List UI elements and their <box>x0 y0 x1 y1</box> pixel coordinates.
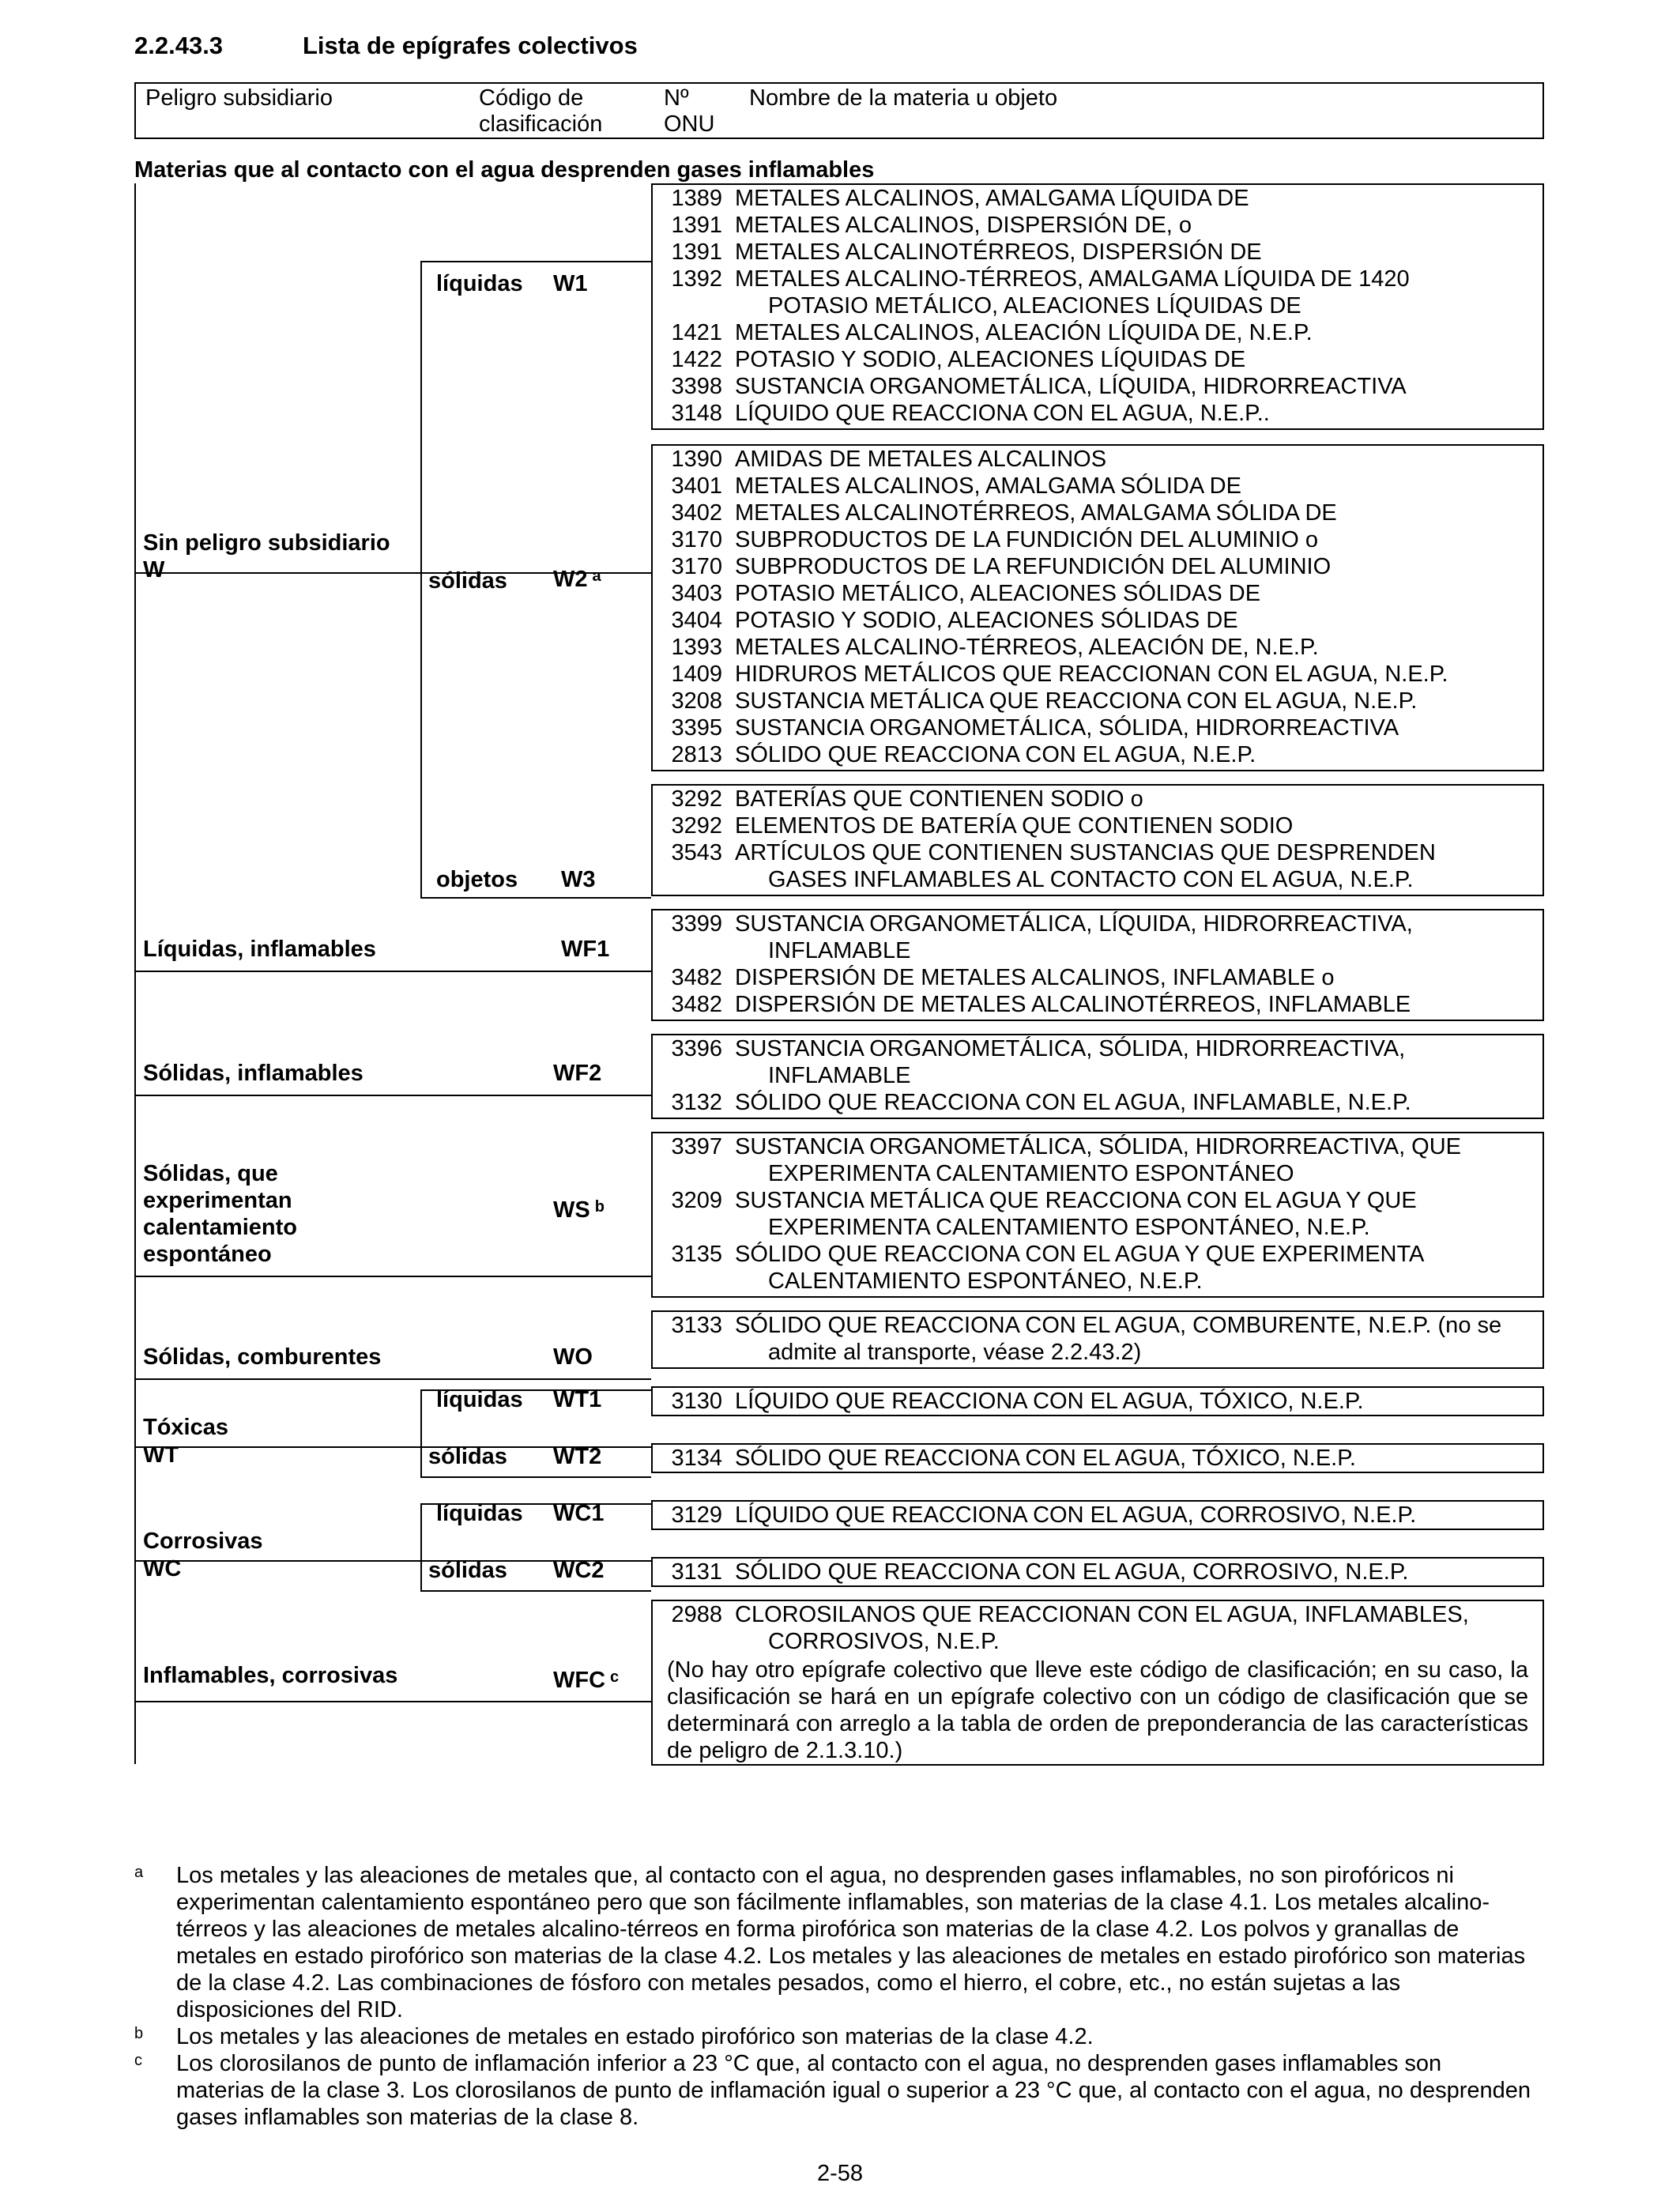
code-w3: W3 <box>561 867 596 892</box>
entry-row <box>653 1312 1543 1339</box>
page-number: 2-58 <box>816 2161 864 2186</box>
un-number: 3292 <box>671 786 722 812</box>
substance-name: admite al transporte, véase 2.2.43.2) <box>768 1340 1142 1365</box>
entry-row <box>653 266 1543 292</box>
entry-row <box>653 319 1543 346</box>
un-number: 1389 <box>671 186 722 211</box>
code-wc2: WC2 <box>553 1558 605 1583</box>
substance-name: METALES ALCALINOS, DISPERSIÓN DE, o <box>735 213 1192 238</box>
entry-row <box>653 1214 1543 1241</box>
un-number: 3292 <box>671 813 722 839</box>
category-sin-peligro-code: W <box>143 557 165 582</box>
subcat-wt1: líquidas <box>436 1387 523 1412</box>
category-liquidas-inflamables: Líquidas, inflamables <box>143 937 376 962</box>
substance-name: LÍQUIDO QUE REACCIONA CON EL AGUA, CORROSIVO, N.E.P. <box>735 1502 1417 1528</box>
entry-row <box>653 373 1543 400</box>
substance-name: CALENTAMIENTO ESPONTÁNEO, N.E.P. <box>768 1269 1203 1294</box>
code-wt2: WT2 <box>553 1444 602 1469</box>
entry-row <box>653 1502 1543 1529</box>
substance-name: DISPERSIÓN DE METALES ALCALINOTÉRREOS, INFLAMABLE <box>735 992 1411 1017</box>
footnote-ref-c: c <box>610 1668 620 1686</box>
un-number: 3397 <box>671 1134 722 1159</box>
un-number: 3170 <box>671 527 722 552</box>
substance-name: SÓLIDO QUE REACCIONA CON EL AGUA, INFLAMABLE, N.E.P. <box>735 1090 1411 1115</box>
tree-ws-line <box>134 1276 651 1277</box>
tree-wf1-line <box>134 971 651 972</box>
un-number: 3395 <box>671 715 722 741</box>
subcat-wt2: sólidas <box>428 1444 507 1469</box>
category-corrosivas: Corrosivas <box>143 1529 263 1554</box>
substance-name: DISPERSIÓN DE METALES ALCALINOS, INFLAMABLE o <box>735 965 1335 990</box>
entry-row <box>653 1268 1543 1295</box>
substance-name: BATERÍAS QUE CONTIENEN SODIO o <box>735 786 1143 812</box>
un-number: 2988 <box>671 1602 722 1627</box>
substance-name: GASES INFLAMABLES AL CONTACTO CON EL AGUA, N.E.P. <box>768 867 1414 892</box>
substance-name: AMIDAS DE METALES ALCALINOS <box>735 447 1107 472</box>
code-w1: W1 <box>553 271 588 296</box>
entry-row <box>653 1445 1543 1472</box>
substance-name: SUSTANCIA ORGANOMETÁLICA, LÍQUIDA, HIDRORREACTIVA, <box>735 911 1413 937</box>
un-number: 3131 <box>671 1559 722 1585</box>
substance-name: POTASIO METÁLICO, ALEACIONES LÍQUIDAS DE <box>768 293 1301 319</box>
entry-row <box>653 607 1543 634</box>
substance-name: SÓLIDO QUE REACCIONA CON EL AGUA Y QUE EXPERIMENTA <box>735 1242 1425 1267</box>
substance-name: METALES ALCALINO-TÉRREOS, ALEACIÓN DE, N.E.P. <box>735 635 1319 660</box>
un-number: 3135 <box>671 1242 722 1267</box>
entry-row <box>653 400 1543 427</box>
entry-row <box>653 839 1543 866</box>
entry-row <box>653 1133 1543 1160</box>
entry-row <box>653 866 1543 893</box>
category-solidas-comburentes: Sólidas, comburentes <box>143 1344 382 1370</box>
code-wf2: WF2 <box>553 1061 602 1086</box>
substance-name: EXPERIMENTA CALENTAMIENTO ESPONTÁNEO, N.E.P. <box>768 1215 1370 1240</box>
un-number: 3482 <box>671 965 722 990</box>
section-number: 2.2.43.3 <box>134 32 224 59</box>
code-wf1: WF1 <box>561 937 610 962</box>
table-header <box>134 82 1544 139</box>
footnote-text: Los metales y las aleaciones de metales que, al contacto con el agua, no desprenden gases inflamables, no son pirofóricos ni experimentan calentamiento espontáneo pero que son fácilmente inflamables, son materias de la clase 4.1. Los metales alcalino-térreos y las aleaciones de metales alcalino-térreos en forma pirofórica son materias de la clase 4.2. Los polvos y granallas de metales en estado pirofórico son materias de la clase 4.2. Los metales y las aleaciones de metales en estado pirofórico son materias de la clase 4.2. Las combinaciones de fósforo con metales pesados, como el hierro, el cobre, etc., no están sujetas a las disposiciones del RID. <box>176 1863 1526 2022</box>
entries-box-wo <box>651 1310 1544 1369</box>
wfc-note: (No hay otro epígrafe colectivo que lleve este código de clasificación; en su caso, la clasificación se hará en un epígrafe colectivo con un código de clasificación que se determinará con arreglo a la tabla de orden de preponderancia de las características de peligro de 2.1.3.10.) <box>667 1657 1528 1763</box>
category-sin-peligro: Sin peligro subsidiario <box>143 530 390 556</box>
un-number: 1422 <box>671 347 722 372</box>
tree-w3-line <box>420 897 651 899</box>
entry-row <box>653 1035 1543 1062</box>
subcat-wc1: líquidas <box>436 1501 523 1526</box>
footnote-text: Los clorosilanos de punto de inflamación inferior a 23 °C que, al contacto con el agua, no desprenden gases inflamables son materias de la clase 3. Los clorosilanos de punto de inflamación igual o superior a 23 °C que, al contacto con el agua, no desprenden gases inflamables son materias de la clase 8. <box>176 2051 1531 2130</box>
substance-name: POTASIO METÁLICO, ALEACIONES SÓLIDAS DE <box>735 581 1261 606</box>
subcat-wc2: sólidas <box>428 1558 507 1583</box>
entry-row <box>653 1062 1543 1089</box>
un-number: 3396 <box>671 1036 722 1061</box>
category-ws-3: calentamiento <box>143 1215 297 1240</box>
tree-wc2-line <box>420 1590 651 1592</box>
header-peligro: Peligro subsidiario <box>145 85 333 111</box>
entry-row <box>653 1089 1543 1116</box>
substance-name: EXPERIMENTA CALENTAMIENTO ESPONTÁNEO <box>768 1161 1294 1186</box>
header-nombre: Nombre de la materia u objeto <box>749 85 1058 111</box>
category-inflamables-corrosivas: Inflamables, corrosivas <box>143 1663 398 1688</box>
header-numero-2: ONU <box>664 111 715 137</box>
un-number: 3129 <box>671 1502 722 1528</box>
entry-row <box>653 553 1543 580</box>
header-numero-1: Nº <box>664 85 689 111</box>
entry-row <box>653 991 1543 1018</box>
substance-name: METALES ALCALINOS, ALEACIÓN LÍQUIDA DE, N.E.P. <box>735 320 1313 345</box>
code-ws: WS $^b$ <box>553 1197 605 1223</box>
tree-wt2-line <box>420 1476 651 1478</box>
substance-name: SUBPRODUCTOS DE LA REFUNDICIÓN DEL ALUMINIO <box>735 554 1332 579</box>
entry-row <box>653 580 1543 607</box>
entry-row <box>653 1601 1543 1628</box>
entries-box-wc2 <box>651 1557 1544 1587</box>
un-number: 3404 <box>671 608 722 633</box>
substance-name: METALES ALCALINOS, AMALGAMA LÍQUIDA DE <box>735 186 1249 211</box>
entries-box-wf2 <box>651 1034 1544 1119</box>
un-number: 3403 <box>671 581 722 606</box>
tree-wo-line <box>134 1378 651 1380</box>
tree-left-rule <box>134 183 136 1764</box>
entry-row <box>653 688 1543 714</box>
entries-box-w1 <box>651 183 1544 430</box>
entry-row <box>653 1160 1543 1187</box>
entry-row <box>653 212 1543 239</box>
footnote-text: Los metales y las aleaciones de metales en estado pirofórico son materias de la clase 4.2. <box>176 2024 1094 2049</box>
entries-box-wc1 <box>651 1500 1544 1530</box>
category-toxicas: Tóxicas <box>143 1415 228 1440</box>
entry-row <box>653 1388 1543 1415</box>
code-wt1: WT1 <box>553 1387 602 1412</box>
un-number: 3133 <box>671 1313 722 1338</box>
subcat-w3: objetos <box>436 867 518 892</box>
un-number: 3543 <box>671 840 722 865</box>
substance-name: SUSTANCIA METÁLICA QUE REACCIONA CON EL AGUA, N.E.P. <box>735 688 1418 714</box>
entry-row <box>653 499 1543 526</box>
substance-name: HIDRUROS METÁLICOS QUE REACCIONAN CON EL AGUA, N.E.P. <box>735 662 1448 687</box>
un-number: 3399 <box>671 911 722 937</box>
substance-name: INFLAMABLE <box>768 938 911 963</box>
section-title: Lista de epígrafes colectivos <box>303 32 638 59</box>
substance-name: METALES ALCALINOS, AMALGAMA SÓLIDA DE <box>735 473 1241 499</box>
entry-row <box>653 473 1543 499</box>
substance-name: SUSTANCIA METÁLICA QUE REACCIONA CON EL AGUA Y QUE <box>735 1188 1417 1213</box>
un-number: 1421 <box>671 320 722 345</box>
footnote-ref-b: b <box>594 1198 605 1216</box>
un-number: 1390 <box>671 447 722 472</box>
un-number: 3132 <box>671 1090 722 1115</box>
un-number: 1391 <box>671 213 722 238</box>
substance-name: CORROSIVOS, N.E.P. <box>768 1629 1000 1654</box>
un-number: 3170 <box>671 554 722 579</box>
tree-wt-branch <box>420 1389 422 1478</box>
subcat-w1: líquidas <box>436 271 523 296</box>
category-ws-1: Sólidas, que <box>143 1161 278 1186</box>
entry-row <box>653 292 1543 319</box>
substance-name: SUSTANCIA ORGANOMETÁLICA, SÓLIDA, HIDRORREACTIVA, <box>735 1036 1406 1061</box>
entry-row <box>653 964 1543 991</box>
un-number: 1393 <box>671 635 722 660</box>
entry-row <box>653 1241 1543 1268</box>
substance-name: SÓLIDO QUE REACCIONA CON EL AGUA, N.E.P. <box>735 742 1256 767</box>
entry-row <box>653 1559 1543 1585</box>
entries-box-w2 <box>651 444 1544 771</box>
footnote-ref-a: a <box>592 567 601 585</box>
subcat-w2: sólidas <box>428 568 507 594</box>
entries-box-wt1 <box>651 1386 1544 1416</box>
entry-row <box>653 446 1543 473</box>
entries-box-wf1 <box>651 909 1544 1021</box>
substance-name: LÍQUIDO QUE REACCIONA CON EL AGUA, N.E.P.. <box>735 401 1270 426</box>
tree-wfc-line <box>134 1701 651 1702</box>
category-ws-4: espontáneo <box>143 1242 272 1267</box>
tree-wf2-line <box>134 1095 651 1096</box>
header-codigo-1: Código de <box>479 85 584 111</box>
un-number: 2813 <box>671 742 722 767</box>
tree-wc-branch <box>420 1503 422 1592</box>
substance-name: POTASIO Y SODIO, ALEACIONES SÓLIDAS DE <box>735 608 1238 633</box>
substance-name: LÍQUIDO QUE REACCIONA CON EL AGUA, TÓXICO, N.E.P. <box>735 1389 1364 1414</box>
substance-name: SÓLIDO QUE REACCIONA CON EL AGUA, CORROSIVO, N.E.P. <box>735 1559 1409 1585</box>
category-corrosivas-code: WC <box>143 1556 182 1581</box>
code-wc1: WC1 <box>553 1501 605 1526</box>
un-number: 3209 <box>671 1188 722 1213</box>
substance-name: METALES ALCALINOTÉRREOS, DISPERSIÓN DE <box>735 239 1262 265</box>
entry-row <box>653 1628 1543 1655</box>
entry-row <box>653 239 1543 266</box>
un-number: 1391 <box>671 239 722 265</box>
entry-row <box>653 786 1543 812</box>
entry-row <box>653 714 1543 741</box>
footnote-mark: b <box>134 2025 144 2042</box>
entry-row <box>653 1187 1543 1214</box>
group-title: Materias que al contacto con el agua desprenden gases inflamables <box>134 157 875 183</box>
substance-name: SÓLIDO QUE REACCIONA CON EL AGUA, TÓXICO, N.E.P. <box>735 1446 1356 1471</box>
un-number: 3398 <box>671 374 722 399</box>
substance-name: SUSTANCIA ORGANOMETÁLICA, LÍQUIDA, HIDRORREACTIVA <box>735 374 1407 399</box>
tree-w-branch <box>420 261 422 897</box>
code-wo: WO <box>553 1344 593 1370</box>
un-number: 3208 <box>671 688 722 714</box>
category-toxicas-code: WT <box>143 1442 179 1468</box>
entry-row <box>653 741 1543 768</box>
tree-w1-line <box>420 261 651 262</box>
footnote-mark: c <box>134 2052 142 2069</box>
entry-row <box>653 812 1543 839</box>
entry-row <box>653 910 1543 937</box>
code-wfc: WFC $^c$ <box>553 1668 620 1693</box>
un-number: 3148 <box>671 401 722 426</box>
substance-name: METALES ALCALINO-TÉRREOS, AMALGAMA LÍQUIDA DE 1420 <box>735 266 1410 292</box>
entry-row <box>653 526 1543 553</box>
un-number: 3482 <box>671 992 722 1017</box>
code-w2: W2 $^a$ <box>553 567 601 592</box>
un-number: 3130 <box>671 1389 722 1414</box>
header-codigo-2: clasificación <box>479 111 603 137</box>
substance-name: ELEMENTOS DE BATERÍA QUE CONTIENEN SODIO <box>735 813 1294 839</box>
category-solidas-inflamables: Sólidas, inflamables <box>143 1061 363 1086</box>
entry-row <box>653 937 1543 964</box>
substance-name: POTASIO Y SODIO, ALEACIONES LÍQUIDAS DE <box>735 347 1246 372</box>
entries-box-wt2 <box>651 1443 1544 1473</box>
substance-name: SUBPRODUCTOS DE LA FUNDICIÓN DEL ALUMINIO o <box>735 527 1319 552</box>
un-number: 1392 <box>671 266 722 292</box>
entries-box-w3 <box>651 784 1544 896</box>
substance-name: ARTÍCULOS QUE CONTIENEN SUSTANCIAS QUE DESPRENDEN <box>735 840 1436 865</box>
un-number: 1409 <box>671 662 722 687</box>
substance-name: CLOROSILANOS QUE REACCIONAN CON EL AGUA, INFLAMABLES, <box>735 1602 1469 1627</box>
un-number: 3402 <box>671 500 722 526</box>
entry-row <box>653 346 1543 373</box>
entry-row <box>653 634 1543 661</box>
substance-name: SUSTANCIA ORGANOMETÁLICA, SÓLIDA, HIDRORREACTIVA <box>735 715 1399 741</box>
entries-box-ws <box>651 1132 1544 1298</box>
substance-name: SUSTANCIA ORGANOMETÁLICA, SÓLIDA, HIDRORREACTIVA, QUE <box>735 1134 1462 1159</box>
category-ws-2: experimentan <box>143 1188 292 1213</box>
entry-row <box>653 1339 1543 1366</box>
un-number: 3134 <box>671 1446 722 1471</box>
substance-name: METALES ALCALINOTÉRREOS, AMALGAMA SÓLIDA DE <box>735 500 1337 526</box>
substance-name: INFLAMABLE <box>768 1063 911 1088</box>
substance-name: SÓLIDO QUE REACCIONA CON EL AGUA, COMBURENTE, N.E.P. (no se <box>735 1313 1502 1338</box>
un-number: 3401 <box>671 473 722 499</box>
entries-box-wfc <box>651 1600 1544 1766</box>
entry-row <box>653 661 1543 688</box>
entry-row <box>653 185 1543 212</box>
footnote-mark: a <box>134 1864 144 1881</box>
